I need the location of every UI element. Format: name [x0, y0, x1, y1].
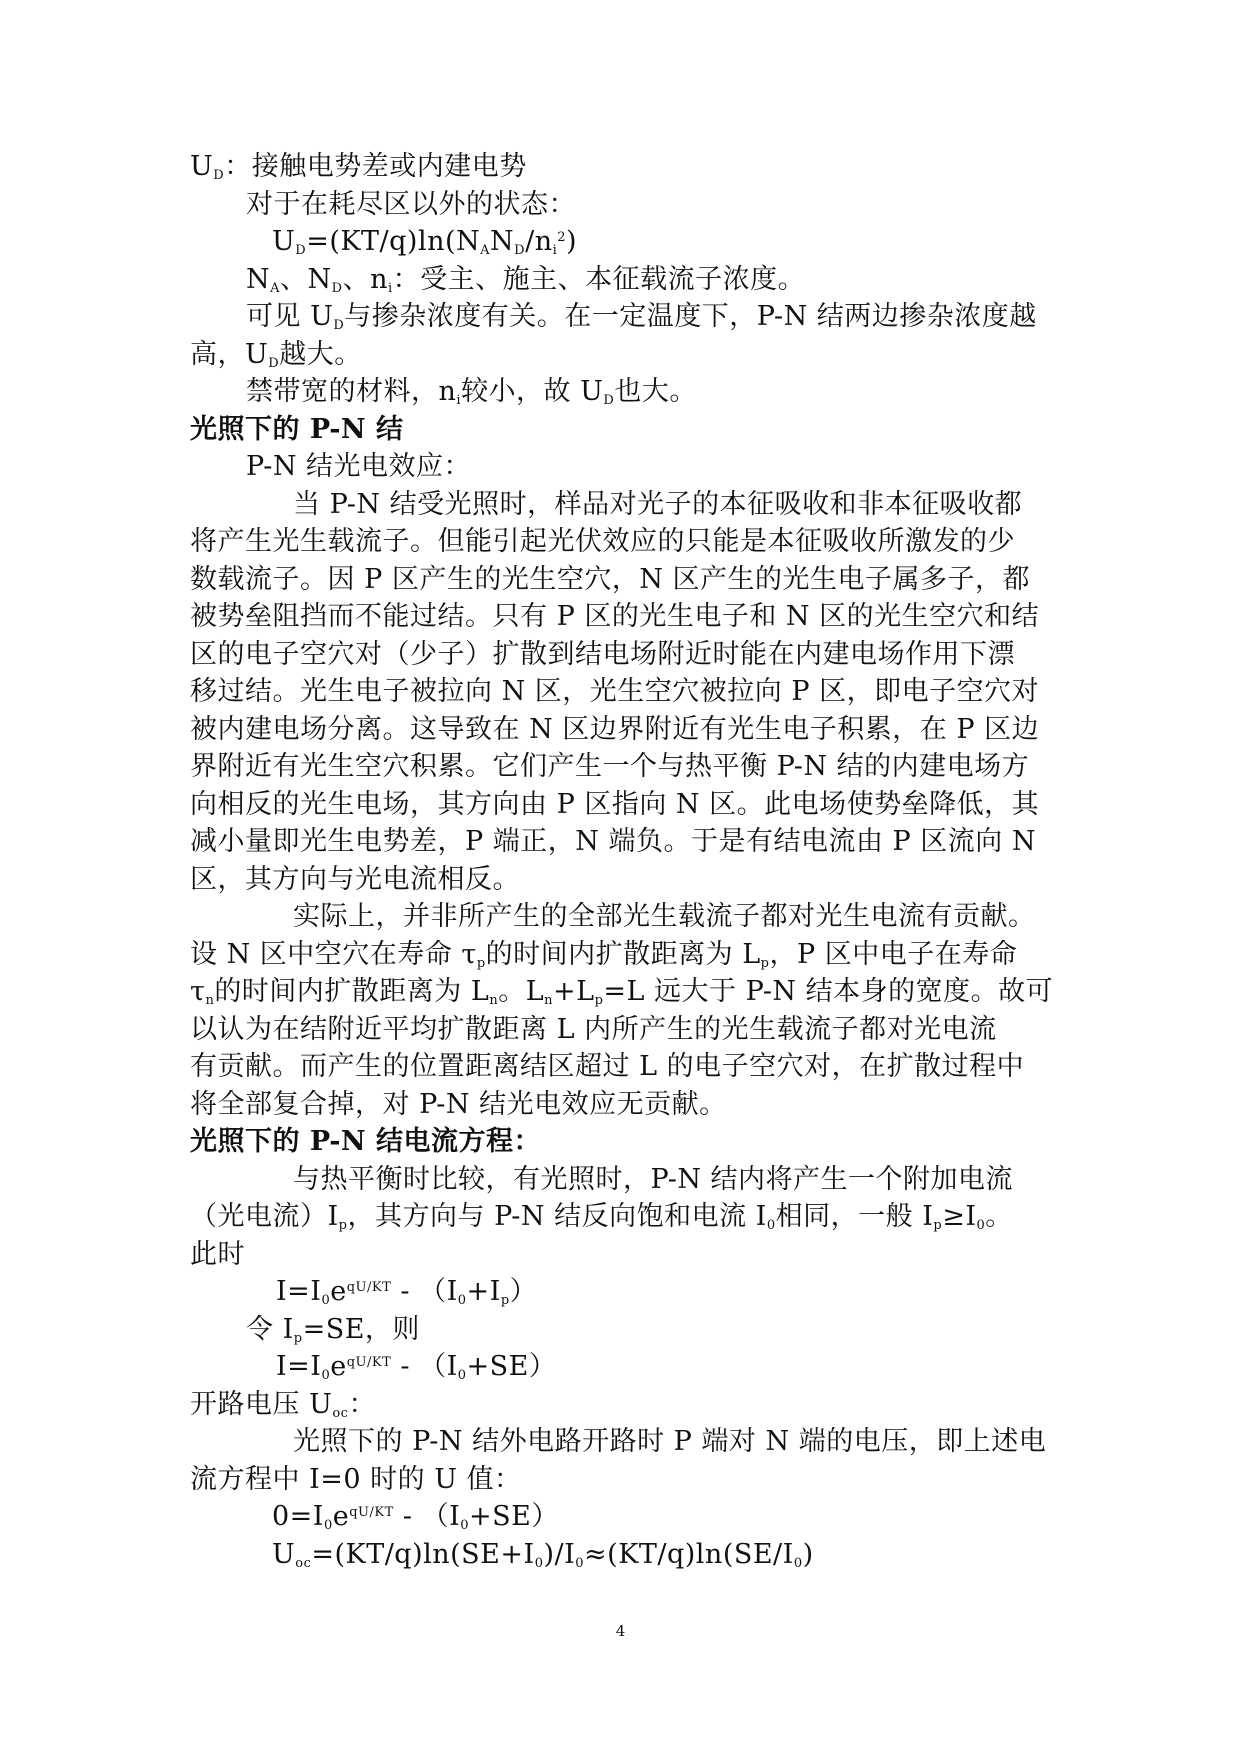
subscript: 0 [793, 1555, 803, 1571]
text-segment: ≈(KT/q)ln(SE/I [584, 1538, 794, 1570]
subscript: 0 [457, 1293, 467, 1308]
subscript: D [295, 243, 307, 258]
formula-line [190, 1348, 1050, 1386]
text-line [190, 598, 1050, 636]
superscript: qU/KT [346, 1355, 392, 1370]
text-segment: 与热平衡时比较，有光照时，P-N 结内将产生一个附加电流 [293, 1163, 1014, 1195]
text-line [190, 1386, 1050, 1424]
text-segment: =SE，则 [302, 1313, 420, 1345]
subscript: D [333, 318, 345, 333]
formula-line [190, 1536, 1050, 1574]
text-segment: - （I [391, 1276, 458, 1307]
formula-line [190, 1498, 1050, 1536]
text-segment: 区的电子空穴对（少子）扩散到结电场附近时能在内建电场作用下漂 [190, 638, 1015, 670]
subscript: 0 [460, 1518, 470, 1533]
subscript: 0 [766, 1218, 776, 1233]
text-line [190, 711, 1050, 749]
page-number: 4 [615, 1622, 626, 1640]
text-segment: )/I [543, 1538, 576, 1570]
subscript: p [293, 1330, 303, 1346]
text-segment: 高，U [190, 338, 269, 370]
subscript: 0 [323, 1518, 333, 1533]
text-line [190, 936, 1050, 974]
formula-line [190, 1273, 1050, 1311]
text-segment: 界附近有光生空穴积累。它们产生一个与热平衡 P-N 结的内建电场方 [190, 751, 1030, 782]
text-segment: 被势垒阻挡而不能过结。只有 P 区的光生电子和 N 区的光生空穴和结 [190, 601, 1040, 632]
text-segment: N [246, 263, 271, 295]
text-line [190, 748, 1050, 786]
text-line [190, 786, 1050, 824]
text-segment: 移过结。光生电子被拉向 N 区，光生空穴被拉向 P 区，即电子空穴对 [190, 676, 1040, 707]
text-line [190, 486, 1050, 524]
text-segment: ) [566, 226, 578, 257]
text-segment: ： [348, 1388, 376, 1420]
subscript: A [480, 243, 491, 258]
section-heading [190, 411, 1050, 449]
subscript: D [514, 243, 526, 258]
subscript: i [456, 393, 462, 408]
text-segment: +SE） [469, 1501, 559, 1532]
text-segment: P-N 结光电效应： [246, 451, 472, 482]
text-line [190, 673, 1050, 711]
text-line [190, 1086, 1050, 1124]
text-line [190, 1011, 1050, 1049]
text-segment: +SE） [466, 1351, 557, 1382]
text-segment: U [272, 1538, 296, 1570]
text-segment: /n [525, 226, 553, 257]
text-line [190, 823, 1050, 861]
text-segment: 设 N 区中空穴在寿命 τ [190, 938, 477, 970]
subheading [190, 448, 1050, 486]
text-segment: 。L [498, 976, 545, 1007]
text-segment: 数载流子。因 P 区产生的光生空穴，N 区产生的光生电子属多子，都 [190, 563, 1031, 595]
text-segment: 流方程中 I=0 时的 U 值： [190, 1463, 522, 1495]
text-segment: 光照下的 P-N 结电流方程： [190, 1126, 542, 1157]
text-segment: 的时间内扩散距离为 L [485, 938, 761, 970]
text-segment: ：受主、施主、本征载流子浓度。 [392, 263, 806, 295]
text-line [190, 298, 1050, 336]
subscript: D [331, 280, 343, 296]
text-segment: （光电流）I [190, 1201, 339, 1232]
text-line [190, 186, 1050, 224]
text-segment: 令 I [246, 1313, 294, 1345]
text-segment: ≥I [942, 1201, 977, 1232]
text-segment: 也大。 [614, 376, 697, 407]
text-segment: 减小量即光生电势差，P 端正，N 端负。于是有结电流由 P 区流向 N [190, 826, 1036, 857]
subscript: 0 [321, 1368, 331, 1383]
text-segment: e [330, 1276, 347, 1307]
subscript: 0 [575, 1555, 585, 1571]
text-segment: U [272, 226, 296, 257]
text-segment: 。 [985, 1201, 1013, 1232]
text-line [190, 1423, 1050, 1461]
subscript: 0 [321, 1293, 331, 1308]
text-line [190, 561, 1050, 599]
text-segment: 以认为在结附近平均扩散距离 L 内所产生的光生载流子都对光电流 [190, 1013, 997, 1045]
subscript: n [489, 993, 499, 1008]
text-segment: I=I [276, 1276, 322, 1307]
text-segment: 相同，一般 I [775, 1201, 934, 1232]
subscript: p [594, 993, 604, 1008]
subscript: n [544, 993, 554, 1008]
subscript: 0 [457, 1368, 467, 1383]
text-line [190, 1461, 1050, 1499]
subscript: D [268, 355, 280, 371]
text-segment: 有贡献。而产生的位置距离结区超过 L 的电子空穴对，在扩散过程中 [190, 1051, 1025, 1082]
text-segment: 当 P-N 结受光照时，样品对光子的本征吸收和非本征吸收都 [293, 488, 1023, 520]
text-line [190, 148, 1050, 186]
document-body [190, 148, 1054, 1573]
text-segment: ，其方向与 P-N 结反向饱和电流 I [347, 1201, 767, 1232]
section-heading [190, 1123, 1050, 1161]
text-segment: 与掺杂浓度有关。在一定温度下，P-N 结两边掺杂浓度越 [344, 301, 1037, 332]
subscript: p [500, 1293, 510, 1308]
subscript: i [552, 243, 558, 258]
text-segment: - （I [391, 1351, 458, 1382]
text-line [190, 523, 1050, 561]
text-segment: 光照下的 P-N 结 [190, 413, 404, 445]
text-segment: 光照下的 P-N 结外电路开路时 P 端对 N 端的电压，即上述电 [293, 1426, 1047, 1457]
text-segment: 禁带宽的材料，n [246, 376, 457, 407]
superscript: qU/KT [349, 1505, 394, 1520]
text-segment: ：接触电势差或内建电势 [224, 151, 527, 182]
subscript: A [270, 280, 281, 296]
text-segment: 实际上，并非所产生的全部光生载流子都对光生电流有贡献。 [293, 901, 1036, 932]
text-segment: +I [466, 1276, 501, 1307]
subscript: oc [332, 1405, 349, 1421]
text-segment: I=I [276, 1351, 322, 1382]
text-line [190, 861, 1050, 899]
subscript: i [387, 280, 393, 296]
superscript: 2 [557, 230, 567, 245]
text-segment: 可见 U [246, 301, 334, 332]
text-segment: =(KT/q)ln(N [306, 226, 481, 257]
text-segment: e [330, 1351, 347, 1382]
text-segment: ) [802, 1538, 814, 1570]
text-line [190, 973, 1054, 1011]
text-segment: e [332, 1501, 350, 1532]
text-line [190, 1236, 1050, 1274]
text-segment: 此时 [190, 1238, 245, 1270]
text-segment: 、N [280, 263, 332, 295]
text-segment: ） [509, 1276, 538, 1307]
text-segment: 0=I [272, 1501, 324, 1532]
text-line [190, 336, 1050, 374]
text-line [190, 1048, 1050, 1086]
text-line [190, 1161, 1050, 1199]
text-segment: 较小，故 U [461, 376, 604, 407]
subscript: p [933, 1218, 943, 1233]
text-line [190, 636, 1050, 674]
text-segment: U [190, 151, 214, 182]
text-segment: =L 远大于 P-N 结本身的宽度。故可 [603, 976, 1054, 1007]
superscript: qU/KT [346, 1280, 392, 1295]
text-segment: 向相反的光生电场，其方向由 P 区指向 N 区。此电场使势垒降低，其 [190, 788, 1040, 820]
text-segment: 将产生光生载流子。但能引起光伏效应的只能是本征吸收所激发的少 [190, 526, 1015, 557]
subscript: D [603, 393, 615, 408]
subscript: 0 [976, 1218, 986, 1233]
text-segment: N [490, 226, 515, 257]
text-line [190, 1198, 1050, 1236]
subscript: p [760, 955, 770, 971]
subscript: n [205, 993, 215, 1008]
text-segment: 的时间内扩散距离为 L [214, 976, 490, 1007]
text-line [190, 373, 1050, 411]
text-segment: τ [190, 976, 206, 1007]
text-segment: ，P 区中电子在寿命 [769, 938, 1018, 970]
text-line [190, 1311, 1050, 1349]
text-segment: +L [553, 976, 595, 1007]
text-segment: 将全部复合掉，对 P-N 结光电效应无贡献。 [190, 1088, 727, 1120]
text-line [190, 898, 1050, 936]
subscript: 0 [534, 1555, 544, 1571]
text-segment: 、n [342, 263, 388, 295]
formula-line [190, 223, 1050, 261]
text-segment: 对于在耗尽区以外的状态： [246, 188, 576, 220]
text-segment: 区，其方向与光电流相反。 [190, 863, 520, 895]
subscript: p [338, 1218, 348, 1233]
text-segment: 被内建电场分离。这导致在 N 区边界附近有光生电子积累，在 P 区边 [190, 713, 1040, 745]
text-line [190, 261, 1050, 299]
subscript: oc [295, 1555, 312, 1571]
text-segment: - （I [393, 1501, 461, 1532]
subscript: D [213, 168, 225, 183]
text-segment: 开路电压 U [190, 1388, 333, 1420]
subscript: p [476, 955, 486, 971]
text-segment: =(KT/q)ln(SE+I [311, 1538, 535, 1570]
text-segment: 越大。 [279, 338, 362, 370]
